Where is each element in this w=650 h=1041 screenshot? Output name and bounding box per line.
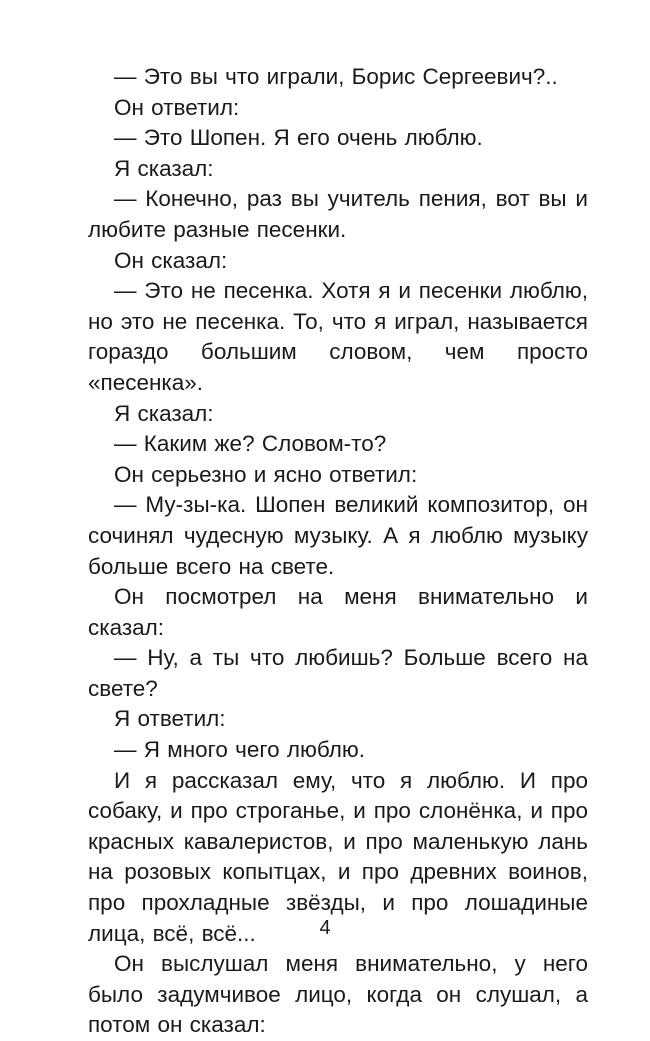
paragraph: Я сказал: (114, 400, 214, 426)
paragraph: Он выслушал меня внимательно, у него было задумчивое лицо, когда он слушал, а потом он сказал: (88, 951, 588, 1038)
paragraph: — Конечно, раз вы учитель пения, вот вы и любите разные песенки. (88, 186, 588, 242)
paragraph: — Каким же? Словом-то? (114, 431, 387, 457)
paragraph: И я рассказал ему, что я люблю. И про собаку, и про строганье, и про слонёнка, и про красных кавалеристов, и про маленькую лань на розовых копытцах, и про древних воинов, про прохладные звёзды, и про лошадиные лица, всё, всё... (88, 767, 588, 946)
paragraph: Он ответил: (114, 94, 240, 120)
paragraph: — Это Шопен. Я его очень люблю. (114, 125, 483, 151)
paragraph: — Это вы что играли, Борис Сергеевич?.. (114, 64, 558, 89)
paragraph: — Ну, а ты что любишь? Больше всего на свете? (88, 645, 588, 701)
page-text (88, 62, 588, 1041)
paragraph: — Это не песенка. Хотя я и песенки люблю, но это не песенка. То, что я играл, называется гораздо большим словом, чем просто «песенка». (88, 278, 588, 395)
paragraph: Я сказал: (114, 155, 214, 181)
paragraph: Он сказал: (114, 247, 228, 273)
page-number: 4 (319, 917, 331, 939)
paragraph: — Му-зы-ка. Шопен великий композитор, он сочинял чудесную музыку. А я люблю музыку больше всего на свете. (88, 492, 588, 579)
paragraph: — Я много чего люблю. (114, 737, 365, 763)
paragraph: Он посмотрел на меня внимательно и сказал: (88, 584, 588, 640)
paragraph: Он серьезно и ясно ответил: (114, 461, 418, 487)
paragraph: Я ответил: (114, 706, 226, 732)
